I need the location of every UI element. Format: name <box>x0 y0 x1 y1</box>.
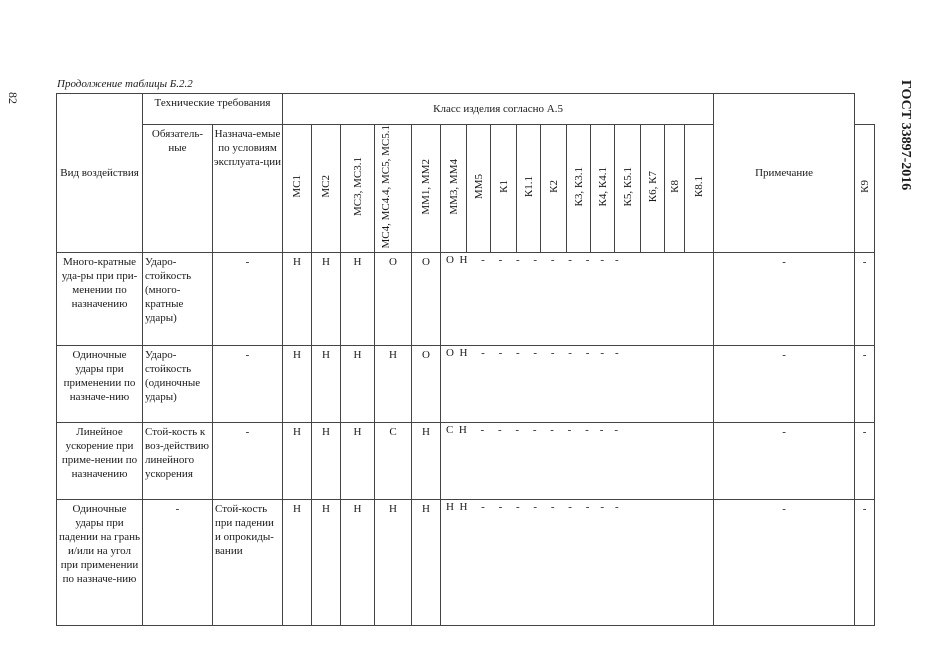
class-value: Н <box>283 346 312 423</box>
class-value: - <box>614 424 619 437</box>
row-kind: Одиночные удары при падении на грань и/или на угол при применении по назначе-нию <box>57 500 143 626</box>
class-value: - <box>714 500 855 626</box>
class-header: К5, К5.1 <box>621 167 634 207</box>
class-header: К8.1 <box>693 176 706 198</box>
class-header: МС4, МС4.4, МС5, МС5.1 <box>380 125 392 249</box>
requirements-table <box>56 93 875 626</box>
class-value: - <box>615 347 619 360</box>
header-mandatory: Обязатель-ные <box>143 125 213 253</box>
header-tech-requirements: Технические требования <box>143 94 283 125</box>
class-value: - <box>516 501 520 514</box>
class-value: - <box>585 424 589 437</box>
class-header: ММ3, ММ4 <box>447 158 460 215</box>
class-value: О <box>446 347 454 360</box>
class-value: - <box>550 254 555 267</box>
class-value: Н <box>312 346 341 423</box>
header-kind: Вид воздействия <box>57 94 143 253</box>
class-value: - <box>533 501 538 514</box>
class-value: О <box>375 253 412 346</box>
header-note: Примечание <box>714 94 855 253</box>
row-kind: Линейное ускорение при приме-нении по назначению <box>57 423 143 500</box>
standard-designation: ГОСТ 33897-2016 <box>898 80 913 191</box>
class-value: - <box>714 253 855 346</box>
row-kind: Одиночные удары при применении по назначе-нию <box>57 346 143 423</box>
class-value: Н <box>283 423 312 500</box>
class-value: - <box>568 501 572 514</box>
class-header: ММ1, ММ2 <box>420 158 432 215</box>
class-value: - <box>515 424 520 437</box>
class-value: - <box>533 347 538 360</box>
class-value: Н <box>375 346 412 423</box>
table-continuation-caption: Продолжение таблицы Б.2.2 <box>57 78 193 90</box>
class-value: - <box>615 254 619 267</box>
class-value: О <box>412 346 441 423</box>
class-header: К4, К4.1 <box>596 167 609 207</box>
table-row <box>57 423 875 500</box>
class-value: - <box>497 424 502 437</box>
class-value: Н <box>341 500 375 626</box>
class-value: О <box>412 253 441 346</box>
row-note: - <box>855 346 875 423</box>
class-value: - <box>550 347 555 360</box>
class-header: К8 <box>668 180 681 194</box>
class-value: - <box>585 254 590 267</box>
class-value: Н <box>375 500 412 626</box>
class-value: - <box>532 424 537 437</box>
table-row <box>57 346 875 423</box>
row-mandatory: Ударо-стойкость (много-кратные удары) <box>143 253 213 346</box>
class-value: - <box>615 501 619 514</box>
header-class-title: Класс изделия согласно А.5 <box>283 94 714 125</box>
class-value: - <box>498 501 503 514</box>
class-value: Н <box>312 500 341 626</box>
class-value: Н <box>312 423 341 500</box>
class-value: - <box>568 254 572 267</box>
table-row <box>57 253 875 346</box>
class-value: С <box>375 423 412 500</box>
class-header: К1.1 <box>522 176 535 198</box>
row-mandatory: - <box>143 500 213 626</box>
class-header: МС1 <box>291 175 303 199</box>
class-value: Н <box>341 253 375 346</box>
row-usage: - <box>213 253 283 346</box>
row-usage: - <box>213 423 283 500</box>
class-value: - <box>714 346 855 423</box>
row-note: - <box>855 500 875 626</box>
class-header: МС3, МС3.1 <box>351 157 364 217</box>
class-value: - <box>600 501 605 514</box>
class-values-group <box>441 423 714 500</box>
row-usage: - <box>213 346 283 423</box>
class-values-group <box>441 346 714 423</box>
class-value: - <box>585 347 590 360</box>
class-header: К9 <box>858 180 871 194</box>
class-value: Н <box>283 253 312 346</box>
class-value: Н <box>446 501 454 514</box>
class-header: МС2 <box>320 175 332 199</box>
class-value: - <box>600 254 605 267</box>
row-note: - <box>855 253 875 346</box>
class-value: Н <box>458 424 467 437</box>
class-value: - <box>498 254 503 267</box>
class-header: ММ5 <box>472 174 485 200</box>
class-value: Н <box>312 253 341 346</box>
class-value: Н <box>412 500 441 626</box>
class-value: О <box>446 254 454 267</box>
class-value: Н <box>459 347 468 360</box>
class-value: - <box>481 347 485 360</box>
table-row <box>57 500 875 626</box>
page-number: 82 <box>6 92 20 104</box>
class-value: С <box>446 424 454 437</box>
class-header: К6, К7 <box>646 171 659 203</box>
row-usage: Стой-кость при падении и опрокиды-вании <box>213 500 283 626</box>
class-value: - <box>600 347 605 360</box>
class-value: - <box>533 254 538 267</box>
class-values-group <box>441 253 714 346</box>
class-header: К1 <box>497 180 510 194</box>
row-note: - <box>855 423 875 500</box>
class-value: Н <box>412 423 441 500</box>
class-value: - <box>516 254 520 267</box>
row-mandatory: Ударо-стойкость (одиночные удары) <box>143 346 213 423</box>
class-value: - <box>481 501 485 514</box>
class-value: - <box>714 423 855 500</box>
class-value: Н <box>341 423 375 500</box>
class-value: - <box>567 424 572 437</box>
class-values-group <box>441 500 714 626</box>
class-value: Н <box>459 501 468 514</box>
row-mandatory: Стой-кость к воз-действию линейного ускорения <box>143 423 213 500</box>
class-value: - <box>480 424 485 437</box>
class-value: Н <box>283 500 312 626</box>
class-header: К3, К3.1 <box>572 167 585 207</box>
class-value: - <box>550 424 554 437</box>
class-value: - <box>498 347 503 360</box>
class-value: - <box>550 501 555 514</box>
class-value: - <box>516 347 520 360</box>
class-header: К2 <box>547 180 560 194</box>
class-value: - <box>481 254 485 267</box>
class-value: Н <box>341 346 375 423</box>
class-value: - <box>585 501 590 514</box>
class-value: - <box>568 347 572 360</box>
class-value: - <box>599 424 604 437</box>
header-usage: Назнача-емые по условиям эксплуата-ции <box>213 125 283 253</box>
class-value: Н <box>459 254 468 267</box>
row-kind: Много-кратные уда-ры при при-менении по назначению <box>57 253 143 346</box>
